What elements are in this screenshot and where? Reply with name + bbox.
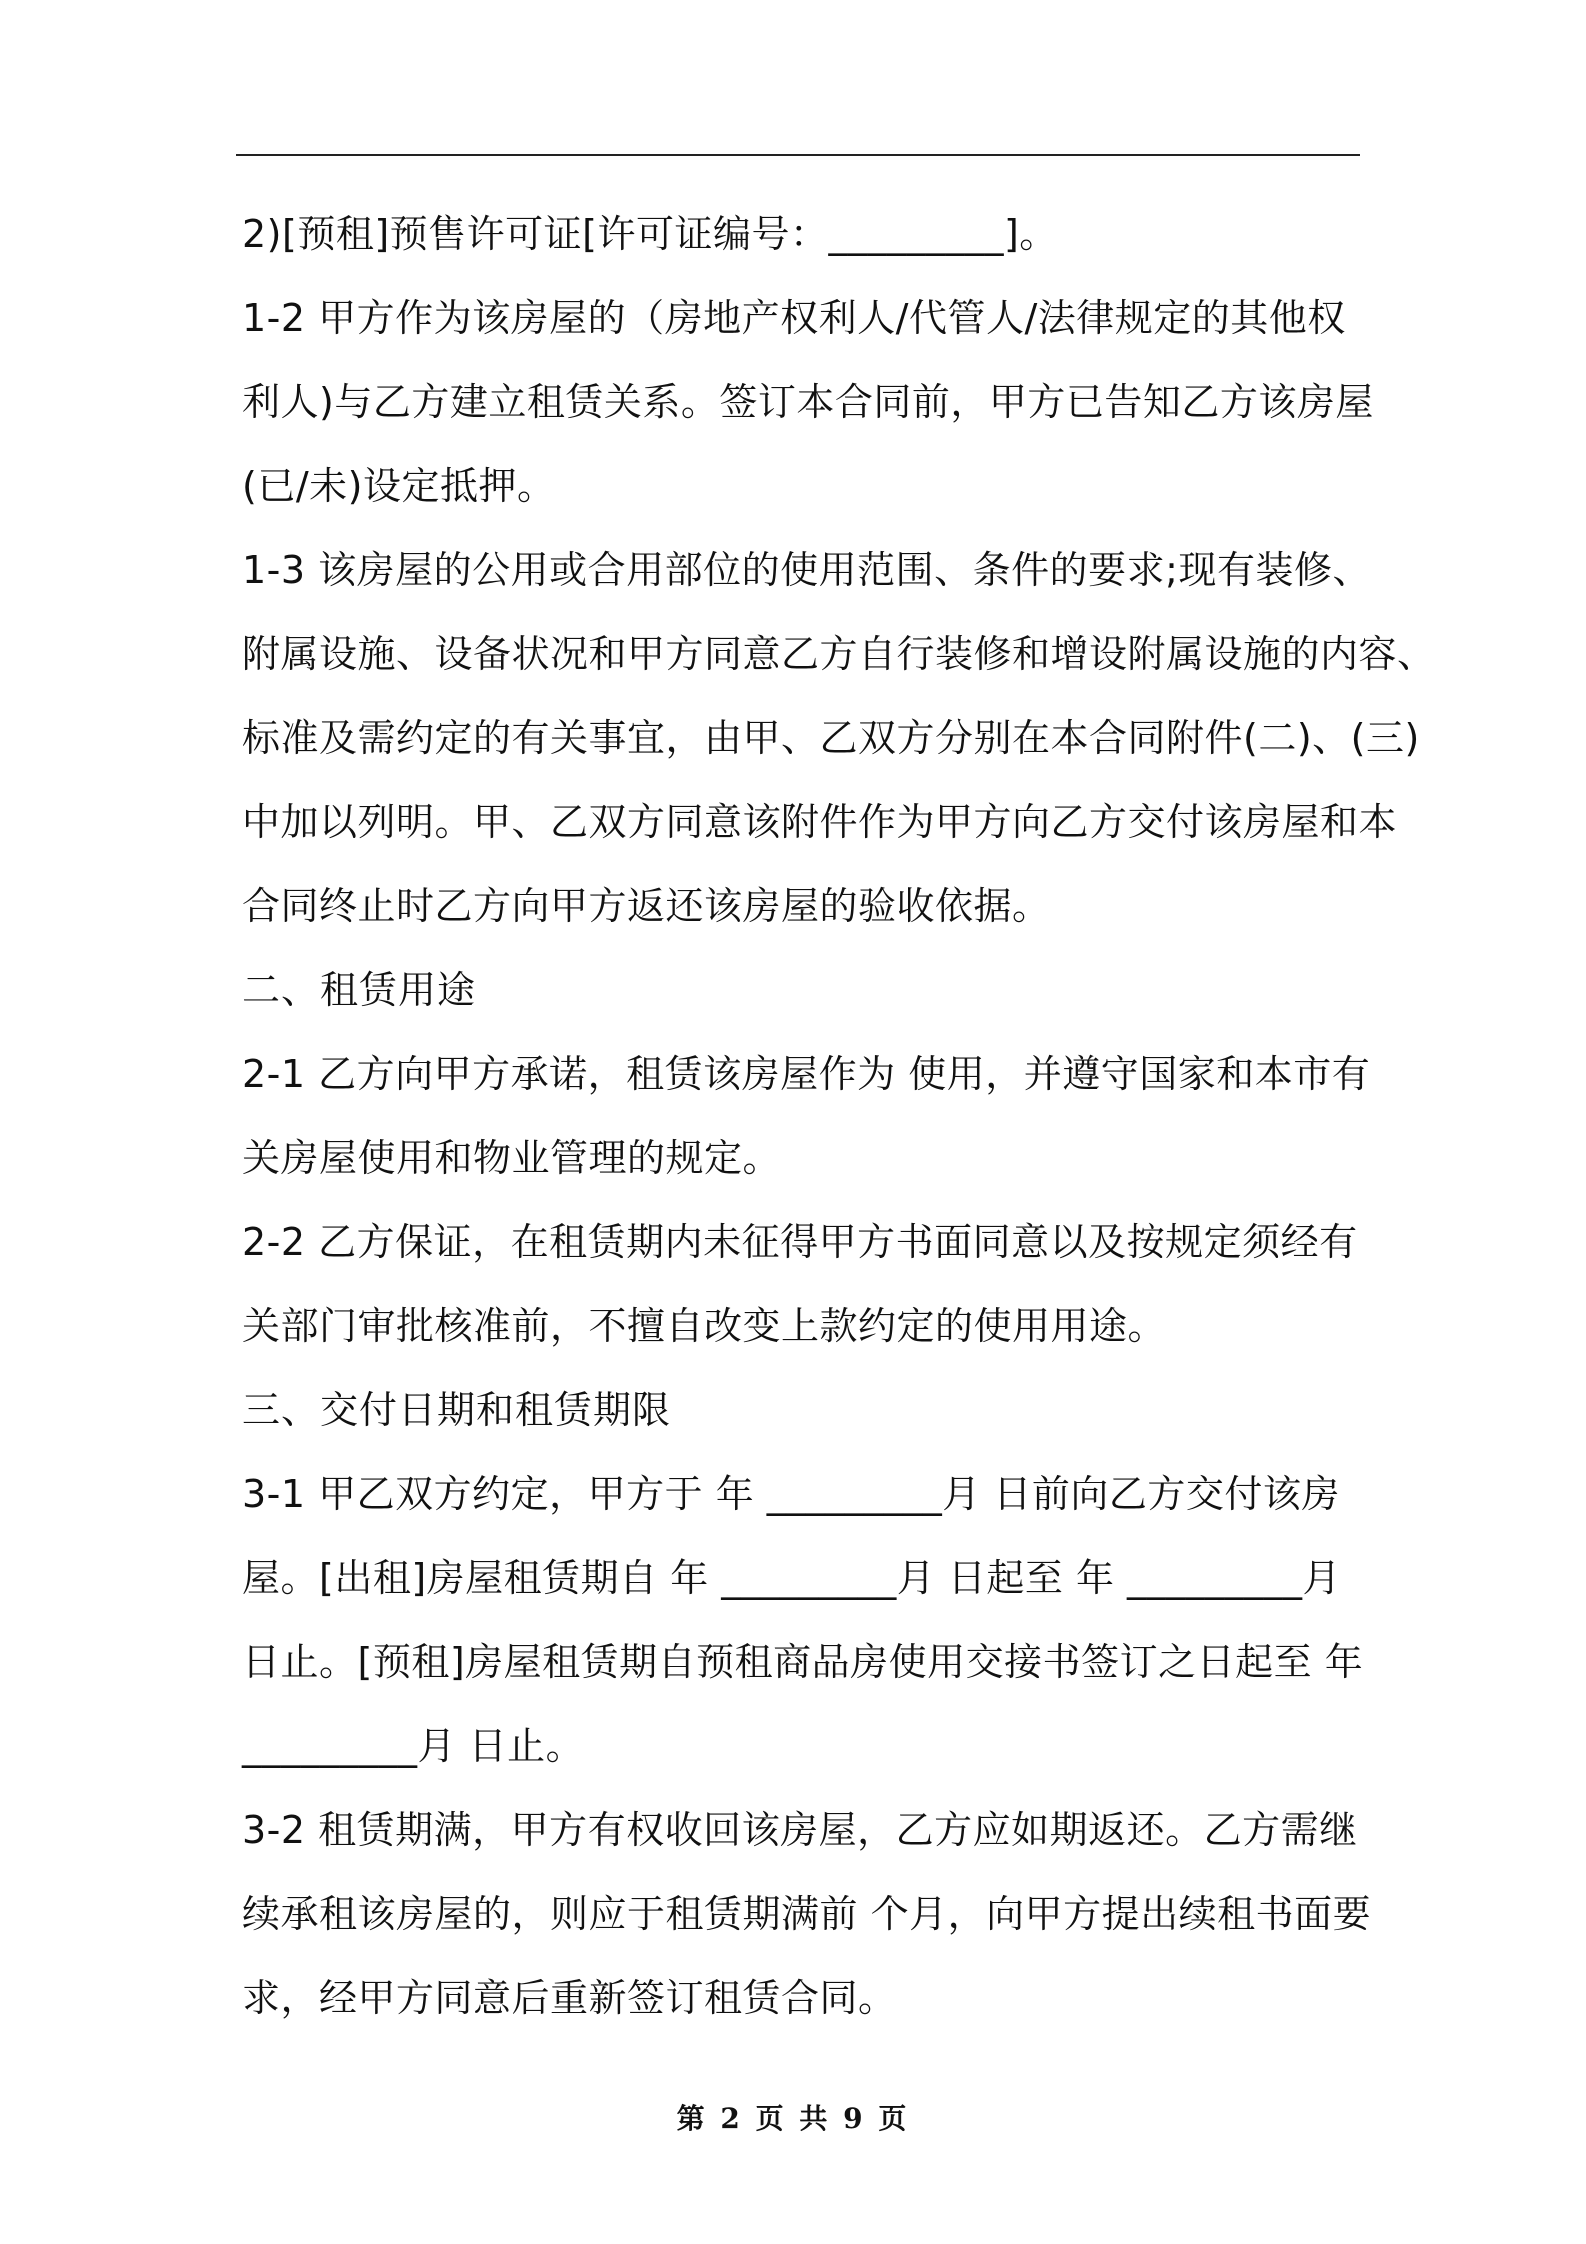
text-line: 合同终止时乙方向甲方返还该房屋的验收依据。 <box>242 884 1051 928</box>
text-line: 1-3 该房屋的公用或合用部位的使用范围、条件的要求;现有装修、 <box>242 548 1371 592</box>
page-number: 第 2 页 共 9 页 <box>676 2102 910 2135</box>
text-line: 日止。[预租]房屋租赁期自预租商品房使用交接书签订之日起至 年 <box>242 1640 1364 1684</box>
text-line: 关房屋使用和物业管理的规定。 <box>242 1136 782 1180</box>
text-line: 关部门审批核准前，不擅自改变上款约定的使用用途。 <box>242 1304 1167 1348</box>
text-line: 标准及需约定的有关事宜，由甲、乙双方分别在本合同附件(二)、(三) <box>242 716 1420 760</box>
text-line: 求，经甲方同意后重新签订租赁合同。 <box>242 1976 897 2020</box>
text-line: 3-2 租赁期满，甲方有权收回该房屋，乙方应如期返还。乙方需继 <box>242 1808 1358 1852</box>
text-line: 2)[预租]预售许可证[许可证编号：_________]。 <box>242 212 1058 256</box>
text-line: 中加以列明。甲、乙双方同意该附件作为甲方向乙方交付该房屋和本 <box>242 800 1398 844</box>
text-line: 屋。[出租]房屋租赁期自 年 _________月 日起至 年 _________月 <box>242 1556 1342 1600</box>
text-line: _________月 日止。 <box>242 1724 585 1768</box>
section-heading-usage: 二、租赁用途 <box>242 968 477 1012</box>
document-body <box>242 192 1436 2040</box>
text-line: 1-2 甲方作为该房屋的（房地产权利人/代管人/法律规定的其他权 <box>242 296 1346 340</box>
section-heading-delivery-term: 三、交付日期和租赁期限 <box>242 1388 672 1432</box>
text-line: 3-1 甲乙双方约定，甲方于 年 _________月 日前向乙方交付该房 <box>242 1472 1340 1516</box>
text-line: 利人)与乙方建立租赁关系。签订本合同前，甲方已告知乙方该房屋 <box>242 380 1374 424</box>
text-line: (已/未)设定抵押。 <box>242 464 556 508</box>
header-rule <box>236 154 1360 156</box>
text-line: 2-2 乙方保证，在租赁期内未征得甲方书面同意以及按规定须经有 <box>242 1220 1358 1264</box>
text-line: 附属设施、设备状况和甲方同意乙方自行装修和增设附属设施的内容、 <box>242 632 1436 676</box>
text-line: 续承租该房屋的，则应于租赁期满前 个月，向甲方提出续租书面要 <box>242 1892 1372 1936</box>
text-line: 2-1 乙方向甲方承诺，租赁该房屋作为 使用，并遵守国家和本市有 <box>242 1052 1371 1096</box>
